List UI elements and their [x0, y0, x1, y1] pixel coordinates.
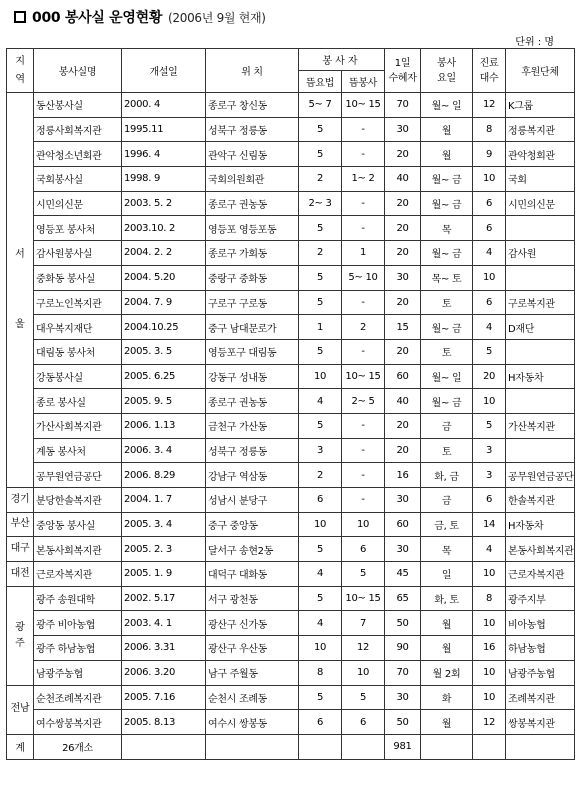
service-days: 화, 토: [421, 586, 473, 611]
clinic-count: 20: [473, 364, 506, 389]
volunteer-moxa: 10: [299, 512, 342, 537]
service-days: 월: [421, 710, 473, 735]
volunteer-service: 10: [342, 512, 385, 537]
facility-name: 국회봉사실: [34, 167, 122, 192]
beneficiaries-per-day: 40: [385, 389, 421, 414]
location: 여수시 쌍봉동: [206, 710, 299, 735]
header-opened: 개설일: [122, 49, 206, 93]
header-name: 봉사실명: [34, 49, 122, 93]
beneficiaries-per-day: 90: [385, 636, 421, 661]
volunteer-moxa: 5: [299, 413, 342, 438]
opened-date: 2003.10. 2: [122, 216, 206, 241]
table-row: [7, 488, 575, 513]
beneficiaries-per-day: 65: [385, 586, 421, 611]
facility-name: 동산봉사실: [34, 93, 122, 118]
table-row: [7, 438, 575, 463]
facility-name: 시민의신문: [34, 191, 122, 216]
total-label: 계: [7, 734, 34, 759]
volunteer-moxa: 5: [299, 216, 342, 241]
volunteer-service: 5: [342, 685, 385, 710]
volunteer-service: 2: [342, 315, 385, 340]
volunteer-service: 6: [342, 537, 385, 562]
sponsor: 시민의신문: [506, 191, 575, 216]
beneficiaries-per-day: 20: [385, 438, 421, 463]
beneficiaries-per-day: 30: [385, 537, 421, 562]
table-row: [7, 265, 575, 290]
beneficiaries-per-day: 20: [385, 142, 421, 167]
volunteer-service: -: [342, 438, 385, 463]
volunteer-moxa: 4: [299, 389, 342, 414]
facility-name: 중앙동 봉사실: [34, 512, 122, 537]
clinic-count: 10: [473, 167, 506, 192]
beneficiaries-per-day: 60: [385, 512, 421, 537]
location: 서구 광천동: [206, 586, 299, 611]
table-row: [7, 660, 575, 685]
opened-date: 1996. 4: [122, 142, 206, 167]
region-cell: 전남: [7, 685, 34, 734]
location: 성북구 정릉동: [206, 117, 299, 142]
facility-name: 순천조례복지관: [34, 685, 122, 710]
table-row: [7, 93, 575, 118]
volunteer-moxa: 1: [299, 315, 342, 340]
sponsor: D재단: [506, 315, 575, 340]
opened-date: 2006. 3. 4: [122, 438, 206, 463]
clinic-count: 5: [473, 413, 506, 438]
beneficiaries-per-day: 20: [385, 241, 421, 266]
service-days: 월~ 일: [421, 93, 473, 118]
clinic-count: 10: [473, 562, 506, 587]
opened-date: 2000. 4: [122, 93, 206, 118]
sponsor: H자동차: [506, 512, 575, 537]
sponsor: [506, 438, 575, 463]
facility-name: 구로노인복지관: [34, 290, 122, 315]
volunteer-service: -: [342, 413, 385, 438]
location: 남구 주월동: [206, 660, 299, 685]
header-vol-a: 뜸요법: [299, 71, 342, 93]
volunteer-moxa: 6: [299, 710, 342, 735]
clinic-count: 4: [473, 537, 506, 562]
table-row: [7, 241, 575, 266]
service-days: 월 2회: [421, 660, 473, 685]
location: 종로구 권농동: [206, 191, 299, 216]
empty-cell: [206, 734, 299, 759]
service-days: 일: [421, 562, 473, 587]
empty-cell: [342, 734, 385, 759]
clinic-count: 14: [473, 512, 506, 537]
opened-date: 2005. 7.16: [122, 685, 206, 710]
header-days: 봉사 요일: [421, 49, 473, 93]
location: 강남구 역삼동: [206, 463, 299, 488]
empty-cell: [122, 734, 206, 759]
service-days: 월: [421, 636, 473, 661]
volunteer-service: -: [342, 216, 385, 241]
table-row: [7, 586, 575, 611]
sponsor: 관악청회관: [506, 142, 575, 167]
region-cell: 서 울: [7, 93, 34, 488]
beneficiaries-per-day: 70: [385, 660, 421, 685]
service-days: 월: [421, 117, 473, 142]
location: 중랑구 중화동: [206, 265, 299, 290]
service-days: 토: [421, 438, 473, 463]
sponsor: [506, 339, 575, 364]
service-days: 월~ 금: [421, 315, 473, 340]
table-row: [7, 167, 575, 192]
clinic-count: 6: [473, 488, 506, 513]
location: 종로구 권농동: [206, 389, 299, 414]
service-days: 목~ 토: [421, 265, 473, 290]
table-row: [7, 512, 575, 537]
volunteer-service: 5~ 10: [342, 265, 385, 290]
beneficiaries-per-day: 15: [385, 315, 421, 340]
volunteer-service: 2~ 5: [342, 389, 385, 414]
header-vol-b: 뜸봉사: [342, 71, 385, 93]
location: 구로구 구로동: [206, 290, 299, 315]
table-row: [7, 117, 575, 142]
service-days: 토: [421, 339, 473, 364]
sponsor: 가산복지관: [506, 413, 575, 438]
volunteer-moxa: 4: [299, 562, 342, 587]
facility-name: 계동 봉사처: [34, 438, 122, 463]
region-cell: 부산: [7, 512, 34, 537]
service-days: 목: [421, 216, 473, 241]
header-doctors: 진료 대수: [473, 49, 506, 93]
title-subtitle: (2006년 9월 현재): [168, 10, 266, 25]
location: 순천시 조례동: [206, 685, 299, 710]
opened-date: 2005. 3. 4: [122, 512, 206, 537]
service-days: 월: [421, 611, 473, 636]
clinic-count: 6: [473, 216, 506, 241]
clinic-count: 10: [473, 265, 506, 290]
location: 중구 남대문로가: [206, 315, 299, 340]
sponsor: [506, 389, 575, 414]
clinic-count: 12: [473, 93, 506, 118]
sponsor: [506, 216, 575, 241]
region-cell: 경기: [7, 488, 34, 513]
table-row: [7, 636, 575, 661]
facility-name: 종로 봉사실: [34, 389, 122, 414]
facility-name: 근로자복지관: [34, 562, 122, 587]
table-body: [7, 93, 575, 735]
beneficiaries-per-day: 70: [385, 93, 421, 118]
volunteer-service: -: [342, 290, 385, 315]
header-per-day: 1일 수혜자: [385, 49, 421, 93]
table-row: [7, 191, 575, 216]
volunteer-service: 5: [342, 562, 385, 587]
volunteer-moxa: 10: [299, 364, 342, 389]
table-row: [7, 364, 575, 389]
opened-date: 2004. 7. 9: [122, 290, 206, 315]
beneficiaries-per-day: 20: [385, 290, 421, 315]
clinic-count: 16: [473, 636, 506, 661]
facility-name: 공무원연금공단: [34, 463, 122, 488]
sponsor: 쌍봉복지관: [506, 710, 575, 735]
facility-name: 관악청소년회관: [34, 142, 122, 167]
volunteer-moxa: 2: [299, 241, 342, 266]
opened-date: 2004. 2. 2: [122, 241, 206, 266]
volunteer-service: -: [342, 488, 385, 513]
service-days: 목: [421, 537, 473, 562]
opened-date: 1995.11: [122, 117, 206, 142]
beneficiaries-per-day: 30: [385, 265, 421, 290]
region-cell: 대전: [7, 562, 34, 587]
service-days: 금, 토: [421, 512, 473, 537]
volunteer-moxa: 5: [299, 117, 342, 142]
sponsor: 구로복지관: [506, 290, 575, 315]
header-region: 지 역: [7, 49, 34, 93]
clinic-count: 9: [473, 142, 506, 167]
clinic-count: 3: [473, 463, 506, 488]
table-row: [7, 562, 575, 587]
opened-date: 2003. 4. 1: [122, 611, 206, 636]
location: 영등포구 대림동: [206, 339, 299, 364]
total-row: [7, 734, 575, 759]
facility-name: 대림동 봉사처: [34, 339, 122, 364]
volunteer-service: -: [342, 463, 385, 488]
header-location: 위 치: [206, 49, 299, 93]
beneficiaries-per-day: 16: [385, 463, 421, 488]
region-cell: 대구: [7, 537, 34, 562]
sponsor: 국회: [506, 167, 575, 192]
table-row: [7, 216, 575, 241]
volunteer-service: -: [342, 339, 385, 364]
table-row: [7, 537, 575, 562]
volunteer-service: 1~ 2: [342, 167, 385, 192]
location: 종로구 창신동: [206, 93, 299, 118]
beneficiaries-per-day: 50: [385, 710, 421, 735]
volunteer-service: 10~ 15: [342, 586, 385, 611]
checkbox-icon: [14, 11, 26, 23]
clinic-count: 10: [473, 660, 506, 685]
service-days: 화, 금: [421, 463, 473, 488]
title-main: 000 봉사실 운영현황: [32, 10, 163, 26]
location: 관악구 신림동: [206, 142, 299, 167]
document-title: [14, 5, 266, 29]
facility-name: 대우복지재단: [34, 315, 122, 340]
location: 국회의원회관: [206, 167, 299, 192]
beneficiaries-per-day: 30: [385, 685, 421, 710]
table-row: [7, 290, 575, 315]
sponsor: 공무원연금공단: [506, 463, 575, 488]
unit-label: 단위 : 명: [515, 37, 554, 48]
opened-date: 2005. 1. 9: [122, 562, 206, 587]
volunteer-service: -: [342, 142, 385, 167]
volunteer-moxa: 8: [299, 660, 342, 685]
clinic-count: 10: [473, 685, 506, 710]
location: 달서구 송현2동: [206, 537, 299, 562]
facility-name: 분당한솔복지관: [34, 488, 122, 513]
beneficiaries-per-day: 45: [385, 562, 421, 587]
volunteer-moxa: 2: [299, 167, 342, 192]
service-days: 월~ 일: [421, 364, 473, 389]
opened-date: 2005. 9. 5: [122, 389, 206, 414]
empty-cell: [421, 734, 473, 759]
empty-cell: [473, 734, 506, 759]
header-sponsor: 후원단체: [506, 49, 575, 93]
service-days: 월~ 금: [421, 167, 473, 192]
sponsor: 한솔복지관: [506, 488, 575, 513]
service-days: 금: [421, 413, 473, 438]
facility-name: 정릉사회복지관: [34, 117, 122, 142]
volunteer-moxa: 5: [299, 685, 342, 710]
sponsor: 조례복지관: [506, 685, 575, 710]
clinic-count: 4: [473, 315, 506, 340]
volunteer-moxa: 5: [299, 586, 342, 611]
sponsor: 근로자복지관: [506, 562, 575, 587]
volunteer-moxa: 5~ 7: [299, 93, 342, 118]
clinic-count: 6: [473, 191, 506, 216]
table-row: [7, 710, 575, 735]
service-days: 금: [421, 488, 473, 513]
opened-date: 2004. 5.20: [122, 265, 206, 290]
total-per-day: 981: [385, 734, 421, 759]
table-row: [7, 315, 575, 340]
location: 종로구 가회동: [206, 241, 299, 266]
opened-date: 2002. 5.17: [122, 586, 206, 611]
beneficiaries-per-day: 30: [385, 117, 421, 142]
beneficiaries-per-day: 20: [385, 191, 421, 216]
opened-date: 2006. 3.20: [122, 660, 206, 685]
opened-date: 2004.10.25: [122, 315, 206, 340]
facility-name: 남광주농협: [34, 660, 122, 685]
volunteer-moxa: 4: [299, 611, 342, 636]
clinic-count: 4: [473, 241, 506, 266]
location: 성남시 분당구: [206, 488, 299, 513]
facility-name: 중화동 봉사실: [34, 265, 122, 290]
beneficiaries-per-day: 40: [385, 167, 421, 192]
volunteer-moxa: 5: [299, 339, 342, 364]
beneficiaries-per-day: 50: [385, 611, 421, 636]
opened-date: 2006. 3.31: [122, 636, 206, 661]
location: 대덕구 대화동: [206, 562, 299, 587]
volunteer-service: 1: [342, 241, 385, 266]
volunteer-service: 10~ 15: [342, 93, 385, 118]
opened-date: 1998. 9: [122, 167, 206, 192]
facility-name: 강동봉사실: [34, 364, 122, 389]
service-days: 월: [421, 142, 473, 167]
beneficiaries-per-day: 30: [385, 488, 421, 513]
volunteer-moxa: 5: [299, 265, 342, 290]
volunteer-service: 12: [342, 636, 385, 661]
clinic-count: 3: [473, 438, 506, 463]
location: 영등포 영등포동: [206, 216, 299, 241]
sponsor: 광주지부: [506, 586, 575, 611]
volunteer-service: 6: [342, 710, 385, 735]
facility-name: 영등포 봉사처: [34, 216, 122, 241]
location: 금천구 가산동: [206, 413, 299, 438]
beneficiaries-per-day: 20: [385, 413, 421, 438]
opened-date: 2004. 1. 7: [122, 488, 206, 513]
volunteer-moxa: 5: [299, 142, 342, 167]
sponsor: 감사원: [506, 241, 575, 266]
location: 중구 중앙동: [206, 512, 299, 537]
location: 강동구 성내동: [206, 364, 299, 389]
clinic-count: 10: [473, 389, 506, 414]
volunteer-moxa: 5: [299, 290, 342, 315]
sponsor: 하남농협: [506, 636, 575, 661]
beneficiaries-per-day: 20: [385, 339, 421, 364]
operation-status-table: [6, 48, 575, 760]
beneficiaries-per-day: 20: [385, 216, 421, 241]
clinic-count: 12: [473, 710, 506, 735]
service-days: 월~ 금: [421, 241, 473, 266]
location: 성북구 정릉동: [206, 438, 299, 463]
opened-date: 2005. 6.25: [122, 364, 206, 389]
sponsor: K그룹: [506, 93, 575, 118]
table-row: [7, 685, 575, 710]
table-row: [7, 413, 575, 438]
sponsor: [506, 265, 575, 290]
clinic-count: 8: [473, 586, 506, 611]
facility-name: 광주 비아농협: [34, 611, 122, 636]
service-days: 월~ 금: [421, 389, 473, 414]
clinic-count: 10: [473, 611, 506, 636]
volunteer-service: -: [342, 191, 385, 216]
empty-cell: [506, 734, 575, 759]
opened-date: 2005. 2. 3: [122, 537, 206, 562]
service-days: 화: [421, 685, 473, 710]
volunteer-moxa: 6: [299, 488, 342, 513]
table-row: [7, 339, 575, 364]
location: 광산구 우산동: [206, 636, 299, 661]
opened-date: 2005. 3. 5: [122, 339, 206, 364]
volunteer-service: -: [342, 117, 385, 142]
clinic-count: 5: [473, 339, 506, 364]
sponsor: 비아농협: [506, 611, 575, 636]
empty-cell: [299, 734, 342, 759]
beneficiaries-per-day: 60: [385, 364, 421, 389]
facility-name: 광주 송원대학: [34, 586, 122, 611]
volunteer-moxa: 10: [299, 636, 342, 661]
location: 광산구 신가동: [206, 611, 299, 636]
sponsor: 남광주농협: [506, 660, 575, 685]
clinic-count: 6: [473, 290, 506, 315]
facility-name: 여수쌍봉복지관: [34, 710, 122, 735]
volunteer-service: 10: [342, 660, 385, 685]
volunteer-moxa: 5: [299, 537, 342, 562]
region-cell: 광 주: [7, 586, 34, 685]
service-days: 토: [421, 290, 473, 315]
header-volunteers: 봉사자: [299, 49, 385, 71]
facility-name: 본동사회복지관: [34, 537, 122, 562]
total-count: 26개소: [34, 734, 122, 759]
sponsor: H자동차: [506, 364, 575, 389]
volunteer-moxa: 2~ 3: [299, 191, 342, 216]
sponsor: 정릉복지관: [506, 117, 575, 142]
opened-date: 2005. 8.13: [122, 710, 206, 735]
table-row: [7, 142, 575, 167]
opened-date: 2003. 5. 2: [122, 191, 206, 216]
table-row: [7, 463, 575, 488]
facility-name: 감사원봉사실: [34, 241, 122, 266]
service-days: 월~ 금: [421, 191, 473, 216]
volunteer-moxa: 3: [299, 438, 342, 463]
volunteer-moxa: 2: [299, 463, 342, 488]
opened-date: 2006. 8.29: [122, 463, 206, 488]
table-row: [7, 611, 575, 636]
facility-name: 광주 하남농협: [34, 636, 122, 661]
volunteer-service: 10~ 15: [342, 364, 385, 389]
table-row: [7, 389, 575, 414]
facility-name: 가산사회복지관: [34, 413, 122, 438]
opened-date: 2006. 1.13: [122, 413, 206, 438]
clinic-count: 8: [473, 117, 506, 142]
volunteer-service: 7: [342, 611, 385, 636]
sponsor: 본동사회복지관: [506, 537, 575, 562]
